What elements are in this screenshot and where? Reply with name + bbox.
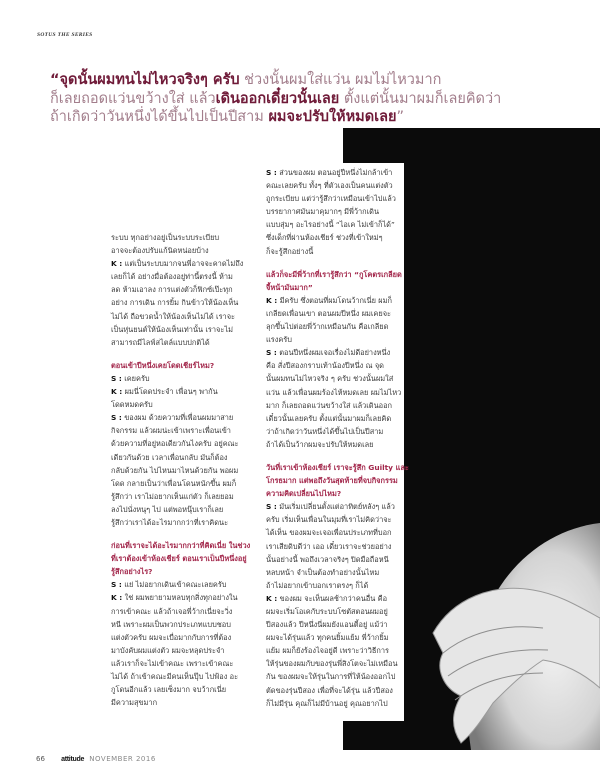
text-line bbox=[266, 631, 404, 644]
paragraph-gap bbox=[111, 529, 251, 539]
line-text: โกรธมาก แต่พอถึงวันสุดท้ายที่จบกิจกรรม bbox=[266, 476, 398, 486]
line-text: รู้สึกอย่างไร? bbox=[111, 567, 153, 577]
text-line bbox=[111, 231, 251, 244]
text-line bbox=[266, 438, 404, 451]
text-line bbox=[111, 385, 251, 398]
line-text: ถูกระเบียบ แต่ว่ารู้สึกว่าเหมือนเข้าไปแล้ว bbox=[266, 194, 396, 204]
line-text: เดี๋ยวนั้นเลยครับ ตั้งแต่นั้นมาผมก็เลยคิด bbox=[266, 413, 392, 423]
line-text: ให้รุ่นของผมกับของรุ่นพี่สิงโตจะไม่เหมือน bbox=[266, 659, 398, 669]
text-line bbox=[266, 245, 404, 258]
line-text: ซึ่งเด็กที่ผ่านห้องเชียร์ ช่วงที่เข้าใหม่ๆ bbox=[266, 233, 383, 243]
interview-question bbox=[111, 539, 251, 578]
interview-question bbox=[266, 461, 409, 500]
text-line bbox=[266, 618, 404, 631]
text-line bbox=[111, 605, 251, 618]
text-line bbox=[111, 631, 251, 644]
line-text: รู้สึกว่าเราได้อะไรมากกว่าที่เราคิดนะ bbox=[111, 517, 229, 527]
text-line bbox=[111, 257, 251, 270]
line-text: เคยครับ bbox=[121, 373, 150, 383]
page-number: 66 bbox=[36, 755, 45, 763]
quote-text: ช่วงนั้นผมใส่แว่น ผมไม่ไหวมาก bbox=[239, 72, 442, 88]
text-line bbox=[266, 684, 404, 697]
line-text: เดียวกันด้วย เวลาเพื่อนกลับ มันก็ต้อง bbox=[111, 452, 228, 462]
line-text: การเข้าคณะ แล้วถ้าเจอพี่ว้ากเนี่ยจะวิ่ง bbox=[111, 606, 233, 616]
line-text: แบบสุ่มๆ อะไรอย่างนี้ “ไอเค ไม่เข้าก็ได้” bbox=[266, 220, 395, 230]
text-line bbox=[266, 179, 404, 192]
text-line bbox=[111, 696, 251, 709]
speaker-label: K : bbox=[266, 295, 278, 305]
text-line bbox=[266, 566, 404, 579]
line-text: โดด กลายเป็นว่าเพื่อนโดนหนักขึ้น ผมก็ bbox=[111, 478, 237, 488]
line-text: มาก ก็เลยถอดแว่นขว้างใส่ แล้วเดินออก bbox=[266, 400, 392, 410]
line-text: ลด ห้ามเอาลง การแต่งตัวก็ฟิกซ์เป๊ะทุก bbox=[111, 285, 233, 295]
text-line bbox=[111, 323, 251, 336]
quote-text: ตั้งแต่นั้นมาผมก็เลยคิดว่า bbox=[339, 90, 502, 107]
interview-answer bbox=[266, 166, 404, 258]
page-footer bbox=[36, 755, 156, 763]
text-line bbox=[266, 307, 404, 320]
line-text: ปีสองแล้ว ปีหนึ่งนี่ผมยังแอนตี้อยู่ แม้ว่า bbox=[266, 620, 388, 630]
interview-answer bbox=[266, 294, 404, 451]
text-line bbox=[266, 697, 404, 710]
text-line bbox=[111, 310, 251, 323]
issue-date: NOVEMBER 2016 bbox=[89, 755, 156, 763]
text-line bbox=[266, 281, 404, 294]
speaker-label: S : bbox=[266, 502, 277, 512]
line-text: กิจกรรม แล้วผมน่ะเข้าเพราะเพื่อนเข้า bbox=[111, 426, 231, 436]
line-text: เราเสียดิบดีว่า เออ เดี๋ยวเราจะช่วยอย่าง bbox=[266, 541, 392, 551]
line-text: เป็นหุ่นยนต์ให้น้องเห็นเท่านั้น เราจะไม่ bbox=[111, 324, 233, 334]
line-text: อาจจะต้องปรับแก้นิดหน่อยบ้าง bbox=[111, 246, 209, 256]
text-line bbox=[266, 461, 409, 474]
text-line bbox=[266, 386, 404, 399]
line-text: มีครับ ซึ่งตอนที่ผมโดนว้ากเนี่ย ผมก็ bbox=[277, 295, 392, 305]
text-line bbox=[111, 657, 251, 670]
line-text: วันที่เราเข้าห้องเชียร์ เราจะรู้สึก Guilty และ bbox=[266, 462, 409, 472]
pull-quote-line bbox=[50, 71, 480, 90]
line-text: ได้เห็น ของผมจะเจอเพื่อนประเภทที่บอก bbox=[266, 528, 392, 538]
text-line bbox=[266, 231, 404, 244]
pull-quote-line bbox=[50, 90, 502, 109]
text-line bbox=[111, 516, 251, 529]
line-text: แล้วเราก็จะไม่เข้าคณะ เพราะเข้าคณะ bbox=[111, 658, 234, 668]
line-text: ว่าถ้าเกิดว่าวันหนึ่งได้ขึ้นไปเป็นปีสาม bbox=[266, 426, 384, 436]
line-text: มาบังคับผมแต่งตัว ผมจะหลุดประจำ bbox=[111, 645, 225, 655]
text-line bbox=[111, 565, 251, 578]
line-text: ถ้าได้เป็นว้ากผมจะปรับให้หมดเลย bbox=[266, 439, 374, 449]
left-column bbox=[111, 231, 251, 709]
quote-emphasis: “จุดนั้นผมทนไม่ไหวจริงๆ ครับ bbox=[50, 72, 240, 88]
paragraph-gap bbox=[266, 258, 404, 268]
line-text: แล้วก็จะมีพี่ว้ากที่เรารู้สึกว่า “กูโคตรเกลียด bbox=[266, 269, 402, 279]
line-text: ผมจะเริ่มโอเคกับระบบโซตัสตอนผมอยู่ bbox=[266, 607, 388, 616]
line-text: แว่น แล้วเพื่อนผมร้องไห้หมดเลย ผมไม่ไหว bbox=[266, 387, 402, 397]
speaker-label: K : bbox=[111, 387, 123, 397]
line-text: ถ้าไม่อยากเข้าบอกเราตรงๆ ก็ได้ bbox=[266, 580, 369, 590]
speaker-label: S : bbox=[111, 373, 122, 383]
text-line bbox=[111, 451, 251, 464]
interview-answer bbox=[266, 500, 404, 710]
line-text: หลบหน้า จำเป็นต้องทำอย่างนั้นไหม bbox=[266, 567, 380, 577]
speaker-label: S : bbox=[266, 168, 277, 177]
text-line bbox=[111, 437, 251, 450]
text-line bbox=[266, 372, 404, 385]
line-text: ความคิดเปลี่ยนไปไหม? bbox=[266, 489, 342, 499]
pull-quote-line bbox=[50, 108, 480, 127]
text-line bbox=[266, 399, 404, 412]
text-line bbox=[266, 412, 404, 425]
line-text: กูโดนอีกแล้ว เลยเซ็งมาก จบว้ากเนี่ย bbox=[111, 685, 227, 695]
text-line bbox=[266, 500, 404, 513]
line-text: ใช่ ผมพยายามหลบทุกสิ่งทุกอย่างใน bbox=[122, 593, 238, 603]
line-text: แย่ ไม่อยากเดินเข้าคณะเลยครับ bbox=[121, 580, 227, 590]
speaker-label: S : bbox=[111, 413, 122, 423]
line-text: ไม่ได้ ถ้าเข้าคณะมีคนเห็นปุ๊บ ไปฟ้อง อะ bbox=[111, 672, 239, 681]
quote-emphasis: เดินออกเดี๋ยวนั้นเลย bbox=[215, 90, 340, 107]
line-text: ส่วนของผม ตอนอยู่ปีหนึ่งไม่กล้าเข้า bbox=[276, 168, 393, 177]
pull-quote bbox=[50, 71, 502, 127]
text-line bbox=[266, 487, 404, 500]
text-line bbox=[111, 336, 251, 349]
text-line bbox=[266, 205, 404, 218]
speaker-label: S : bbox=[266, 348, 277, 358]
line-text: แรงครับ bbox=[266, 335, 292, 345]
text-line bbox=[111, 578, 251, 591]
text-line bbox=[266, 605, 404, 618]
line-text: ผมนี่โดดประจำ เพื่อนๆ พากัน bbox=[122, 387, 218, 397]
right-column bbox=[266, 166, 409, 710]
paragraph-gap bbox=[111, 349, 251, 359]
text-line bbox=[111, 539, 251, 552]
text-line bbox=[111, 644, 251, 657]
line-text: แต่งตัวครับ ผมจะเบื่อมากกับการที่ต้อง bbox=[111, 632, 232, 642]
text-line bbox=[111, 503, 251, 516]
line-text: อย่าง การเดิน การยิ้ม กินข้าวให้น้องเห็น bbox=[111, 298, 239, 308]
text-line bbox=[266, 268, 404, 281]
text-line bbox=[266, 320, 404, 333]
interview-answer bbox=[111, 578, 251, 709]
line-text: มันเริ่มเปลี่ยนตั้งแต่อาทิตย์หลังๆ แล้ว bbox=[276, 502, 395, 512]
line-text: โดดหมดครับ bbox=[111, 400, 153, 410]
line-text: มีความสุขมาก bbox=[111, 698, 158, 708]
text-line bbox=[266, 474, 404, 487]
text-line bbox=[266, 166, 404, 179]
interview-question bbox=[266, 268, 404, 294]
line-text: กัน ของผมจะให้รุ่นในการที่ให้น้องออกไป bbox=[266, 672, 396, 682]
text-line bbox=[111, 372, 251, 385]
line-text: เกลียดเพื่อนเขา ตอนผมปีหนึ่ง ผมเคยจะ bbox=[266, 308, 391, 318]
text-line bbox=[111, 670, 251, 683]
line-text: กลับด้วยกัน ไปไหนมาไหนด้วยกัน พอผม bbox=[111, 465, 239, 475]
text-line bbox=[266, 579, 404, 592]
magazine-logo: attitude bbox=[61, 756, 85, 763]
line-text: สามารถมีไลฟ์สไตล์แบบปกติได้ bbox=[111, 337, 210, 347]
line-text: ก่อนที่เราจะได้อะไรมากกว่าที่คิดเนี่ย ในช่วง bbox=[111, 541, 251, 551]
text-line bbox=[266, 644, 404, 657]
line-text: ก็ไม่มีรุ่น คุณก็ไม่มีบ้านอยู่ คุณอยากไป bbox=[266, 698, 388, 708]
line-text: แต่เป็นระบบมากจนพี่อาจจะคาดไม่ถึง bbox=[122, 259, 244, 269]
section-tag: SOTUS THE SERIES bbox=[37, 32, 93, 38]
text-line bbox=[111, 296, 251, 309]
line-text: บรรยากาศมันมาคุมากๆ มีพี่ว้ากเดิน bbox=[266, 207, 380, 217]
quote-text: ถ้าเกิดว่าวันหนึ่งได้ขึ้นไปเป็นปีสาม bbox=[50, 109, 269, 126]
text-line bbox=[266, 192, 404, 205]
text-line bbox=[266, 359, 404, 372]
line-text: ที่เราต้องเข้าห้องเชียร์ ตอนเราเป็นปีหนึ่งอยู่ bbox=[111, 554, 247, 564]
text-line bbox=[266, 553, 404, 566]
line-text: ผมจะได้รุ่นแล้ว ทุกคนยิ้มแย้ม พี่ว้ากยิ้ม bbox=[266, 633, 389, 643]
interview-answer bbox=[111, 372, 251, 529]
text-line bbox=[266, 513, 404, 526]
line-text: คณะเลยครับ ทั้งๆ ที่ตัวเองเป็นคนแต่งตัว bbox=[266, 181, 393, 191]
line-text: นั้นผมทนไม่ไหวจริง ๆ ครับ ช่วงนั้นผมใส่ bbox=[266, 374, 394, 384]
text-line bbox=[111, 283, 251, 296]
text-line bbox=[266, 657, 404, 670]
line-text: แย้ม ผมก็ยังร้องไจอยู่ดี เพราะว่าวิธีการ bbox=[266, 646, 389, 656]
text-line bbox=[111, 398, 251, 411]
line-text: ครับ เริ่มเห็นเพื่อนในมุมที่เราไม่คิดว่าจะ bbox=[266, 515, 392, 525]
line-text: ตอนเข้าปีหนึ่งเคยโดดเชียร์ไหม? bbox=[111, 360, 215, 370]
line-text: คือ สั่งปีสองกราบเท้าน้องปีหนึ่ง ณ จุด bbox=[266, 361, 384, 371]
interview-answer bbox=[111, 231, 251, 349]
line-text: ลงไปนั่งหนุๆ ไป แต่พอหนุ๊บเราก็เลย bbox=[111, 504, 224, 514]
quote-text: ก็เลยถอดแว่นขว้างใส่ แล้ว bbox=[50, 90, 216, 107]
line-text: ด้วยความที่อยู่หอเดียวกันไงครับ อยู่คณะ bbox=[111, 439, 239, 449]
line-text: นั้นอย่างนี้ พอถึงเวลาจริงๆ ปิดมือถือหนี bbox=[266, 554, 389, 564]
line-text: ตอนปีหนึ่งผมเจอเรื่องไม่ดีอย่างหนึ่ง bbox=[276, 348, 391, 358]
line-text: หนี เพราะผมเป็นพวกประเภทแบบชอบ bbox=[111, 619, 231, 629]
line-text: รู้สึกว่า เราไม่อยากเห็นแก่ตัว ก็เลยยอม bbox=[111, 491, 234, 501]
text-line bbox=[266, 294, 404, 307]
text-line bbox=[111, 244, 251, 257]
text-line bbox=[266, 425, 404, 438]
text-line bbox=[111, 618, 251, 631]
text-line bbox=[111, 270, 251, 283]
text-line bbox=[266, 526, 404, 539]
text-line bbox=[111, 490, 251, 503]
text-line bbox=[111, 552, 251, 565]
text-line bbox=[111, 477, 251, 490]
text-line bbox=[111, 591, 251, 604]
text-line bbox=[111, 359, 251, 372]
paragraph-gap bbox=[266, 451, 404, 461]
text-line bbox=[266, 333, 404, 346]
text-line bbox=[111, 683, 251, 696]
speaker-label: S : bbox=[111, 580, 122, 590]
line-text: ตัดของรุ่นปีสอง เพื่อที่จะได้รุ่น แล้วปีสอง bbox=[266, 685, 393, 695]
line-text: ระบบ ทุกอย่างอยู่เป็นระบบระเบียบ bbox=[111, 233, 220, 242]
quote-text: ” bbox=[396, 109, 404, 126]
line-text: ของผม จะเห็นผลช้ากว่าคนอื่น คือ bbox=[277, 593, 388, 603]
line-text: เลยก็ได้ อย่างมื่อต้องอยู่ท่านี้ตรงนี้ ห้าม bbox=[111, 272, 233, 282]
text-line bbox=[266, 540, 404, 553]
line-text: จี้หน้ามันมาก” bbox=[266, 282, 313, 292]
line-text: ก็จะรู้สึกอย่างนี้ bbox=[266, 246, 314, 256]
text-line bbox=[266, 592, 404, 605]
text-line bbox=[111, 464, 251, 477]
text-line bbox=[266, 670, 404, 683]
line-text: ลุกขึ้นไปต่อยพี่ว้ากเหมือนกัน คือเกลียด bbox=[266, 322, 389, 332]
text-line bbox=[266, 346, 404, 359]
speaker-label: K : bbox=[266, 593, 278, 603]
speaker-label: K : bbox=[111, 593, 123, 603]
speaker-label: K : bbox=[111, 259, 123, 269]
text-line bbox=[111, 411, 251, 424]
text-line bbox=[266, 218, 404, 231]
interview-question bbox=[111, 359, 251, 372]
quote-emphasis: ผมจะปรับให้หมดเลย bbox=[268, 109, 397, 126]
line-text: ไม่ได้ ถือขวดน้ำให้น้องเห็นไม่ได้ เราจะ bbox=[111, 311, 236, 321]
text-line bbox=[111, 424, 251, 437]
line-text: ของผม ด้วยความที่เพื่อนผมมาสาย bbox=[121, 413, 234, 423]
